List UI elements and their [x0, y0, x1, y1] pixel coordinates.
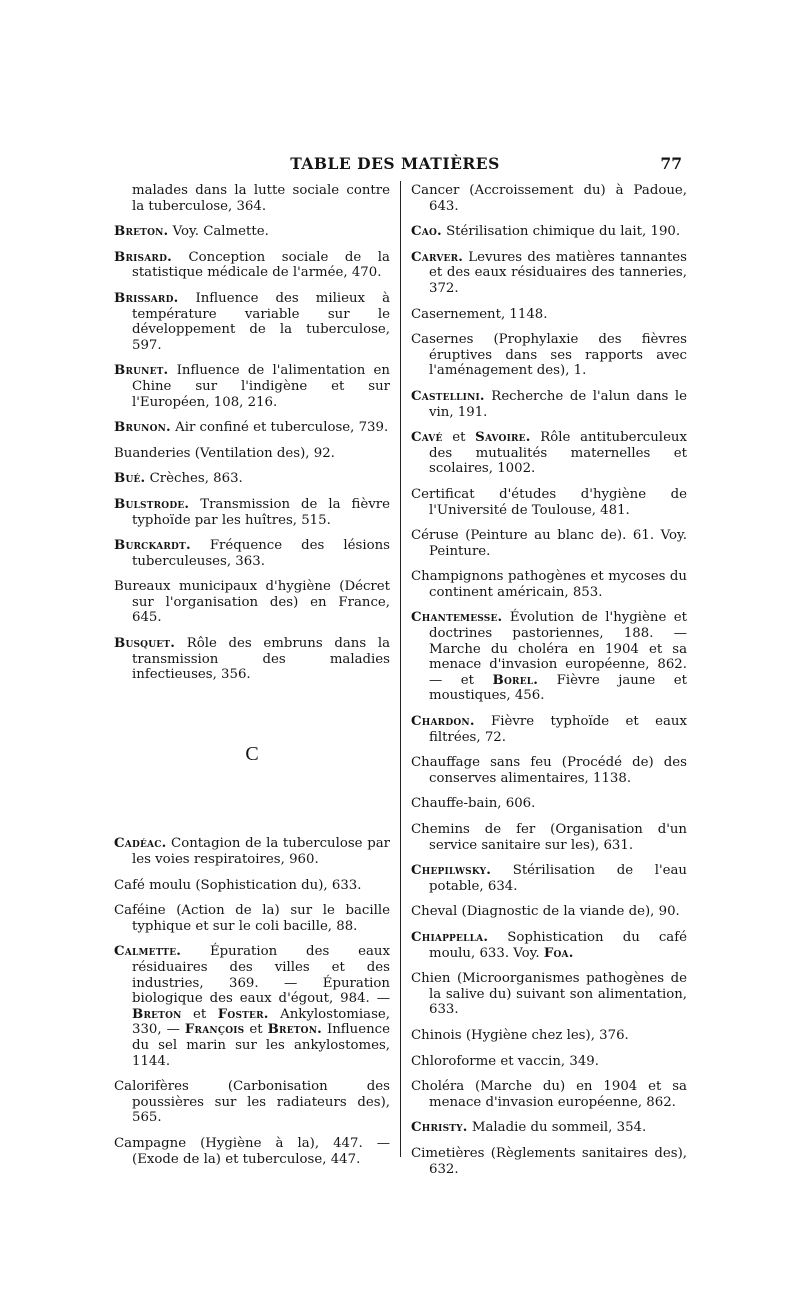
author-name: François — [184, 1022, 245, 1038]
index-entry: Chloroforme et vaccin, 349. — [411, 1053, 599, 1069]
index-entry: Brunon. Air confiné et tuberculose, 739. — [114, 420, 389, 436]
index-entry: Choléra (Marche du) en 1904 et sa menace d'invasion européenne, 862. — [411, 1079, 687, 1110]
index-entry: Buanderies (Ventilation des), 92. — [114, 445, 335, 461]
index-entry: Campagne (Hygiène à la), 447. — (Exode de la) et tuberculose, 447. — [114, 1135, 390, 1167]
index-entry: Cao. Stérilisation chimique du lait, 190. — [411, 224, 681, 240]
author-name: Breton. — [114, 224, 169, 240]
author-name: Chiappella. — [411, 929, 489, 945]
author-name: Breton — [132, 1006, 182, 1022]
author-name: Brunon. — [114, 420, 171, 436]
index-entry: Chepilwsky. Stérilisation de l'eau potable, 634. — [411, 863, 687, 894]
left-column — [114, 183, 390, 1177]
page-number: 77 — [660, 154, 682, 173]
index-entry: malades dans la lutte sociale contre la tuberculose, 364. — [132, 183, 390, 214]
author-name: Christy. — [411, 1120, 468, 1136]
index-entry: Café moulu (Sophistication du), 633. — [114, 877, 362, 893]
index-entry: Christy. Maladie du sommeil, 354. — [411, 1120, 647, 1136]
author-name: Brunet. — [114, 363, 169, 379]
author-name: Chepilwsky. — [411, 863, 492, 879]
author-name: Brisard. — [114, 249, 172, 265]
author-name: Brissard. — [114, 290, 179, 306]
index-entry: Bué. Crèches, 863. — [114, 471, 243, 487]
author-name: Cadéac. — [114, 836, 167, 852]
author-name: Chardon. — [411, 714, 475, 730]
index-entry: Chemins de fer (Organisation d'un service sanitaire sur les), 631. — [411, 822, 687, 853]
index-entry: Calorifères (Carbonisation des poussières sur les radiateurs des), 565. — [114, 1079, 390, 1126]
index-entry: Champignons pathogènes et mycoses du continent américain, 853. — [411, 569, 687, 600]
index-entry: Cancer (Accroissement du) à Padoue, 643. — [411, 183, 687, 214]
author-name: Borel. — [492, 672, 539, 688]
author-name: Calmette. — [114, 944, 182, 960]
index-entry: Chantemesse. Évolution de l'hygiène et doctrines pastoriennes, 188. — Marche du choléra en 1904 et sa menace d'invasion européenne, 862. — et Borel. Fièvre jaune et moustiques, 456. — [411, 610, 688, 704]
index-entry: Chien (Microorganismes pathogènes de la salive du) suivant son alimentation, 633. — [411, 971, 687, 1018]
index-entry: Brunet. Influence de l'alimentation en Chine sur l'indigène et sur l'Européen, 108, 216. — [114, 363, 390, 410]
index-entry: Chiappella. Sophistication du café moulu, 633. Voy. Foa. — [411, 929, 687, 961]
right-column — [411, 183, 687, 1187]
author-name: Cao. — [411, 224, 442, 240]
index-entry: Caféine (Action de la) sur le bacille typhique et sur le coli bacille, 88. — [114, 903, 390, 934]
author-name: Burckardt. — [114, 538, 191, 554]
author-name: Cavé — [411, 430, 443, 446]
author-name: Chantemesse. — [411, 610, 503, 626]
column-divider — [400, 181, 401, 1157]
author-name: Carver. — [411, 249, 464, 265]
index-entry: Chauffage sans feu (Procédé de) des conserves alimentaires, 1138. — [411, 755, 687, 786]
index-entry: Brissard. Influence des milieux à température variable sur le développement de la tuberculose, 597. — [114, 290, 390, 353]
index-entry: Castellini. Recherche de l'alun dans le vin, 191. — [411, 388, 687, 420]
index-entry: Busquet. Rôle des embruns dans la transmission des maladies infectieuses, 356. — [114, 636, 390, 683]
index-entry: Cavé et Savoire. Rôle antituberculeux des mutualités maternelles et scolaires, 1002. — [411, 430, 687, 477]
index-entry: Casernement, 1148. — [411, 306, 548, 322]
index-entry: Breton. Voy. Calmette. — [114, 224, 269, 240]
index-entry: Chinois (Hygiène chez les), 376. — [411, 1027, 629, 1043]
index-entry: Burckardt. Fréquence des lésions tuberculeuses, 363. — [114, 538, 390, 569]
author-name: Bué. — [114, 471, 146, 487]
page-title: TABLE DES MATIÈRES — [290, 154, 500, 173]
index-entry: Casernes (Prophylaxie des fièvres éruptives dans ses rapports avec l'aménagement des), 1. — [411, 332, 687, 379]
running-header — [108, 148, 682, 178]
index-entry: Calmette. Épuration des eaux résiduaires des villes et des industries, 369. — Épuration biologique des eaux d'égout, 984. — Breton et Foster. Ankylostomiase, 330, — François et Breton. Influence du sel marin sur les ankylostomes, 1144. — [114, 944, 390, 1069]
index-entry: Certificat d'études d'hygiène de l'Université de Toulouse, 481. — [411, 486, 687, 518]
index-entry: Cheval (Diagnostic de la viande de), 90. — [411, 904, 680, 920]
index-entry: Chauffe-bain, 606. — [411, 796, 536, 812]
index-entry: Cadéac. Contagion de la tuberculose par les voies respiratoires, 960. — [114, 836, 390, 868]
section-letter: C — [245, 742, 259, 765]
index-entry: Carver. Levures des matières tannantes et des eaux résiduaires des tanneries, 372. — [411, 249, 687, 296]
index-entry: Cimetières (Règlements sanitaires des), 632. — [411, 1145, 687, 1177]
author-name: Foster. — [217, 1006, 269, 1022]
author-name: Savoire. — [475, 430, 531, 446]
author-name: Breton. — [267, 1022, 322, 1038]
author-name: Busquet. — [114, 636, 176, 652]
index-entry: Brisard. Conception sociale de la statistique médicale de l'armée, 470. — [114, 249, 390, 281]
index-entry: Chardon. Fièvre typhoïde et eaux filtrées, 72. — [411, 714, 687, 745]
author-name: Foa. — [543, 945, 574, 961]
author-name: Bulstrode. — [114, 496, 190, 512]
author-name: Castellini. — [411, 388, 485, 404]
index-entry: Céruse (Peinture au blanc de). 61. Voy. Peinture. — [411, 528, 687, 559]
index-entry: Bureaux municipaux d'hygiène (Décret sur l'organisation des) en France, 645. — [114, 579, 390, 626]
index-entry: Bulstrode. Transmission de la fièvre typhoïde par les huîtres, 515. — [114, 496, 390, 528]
